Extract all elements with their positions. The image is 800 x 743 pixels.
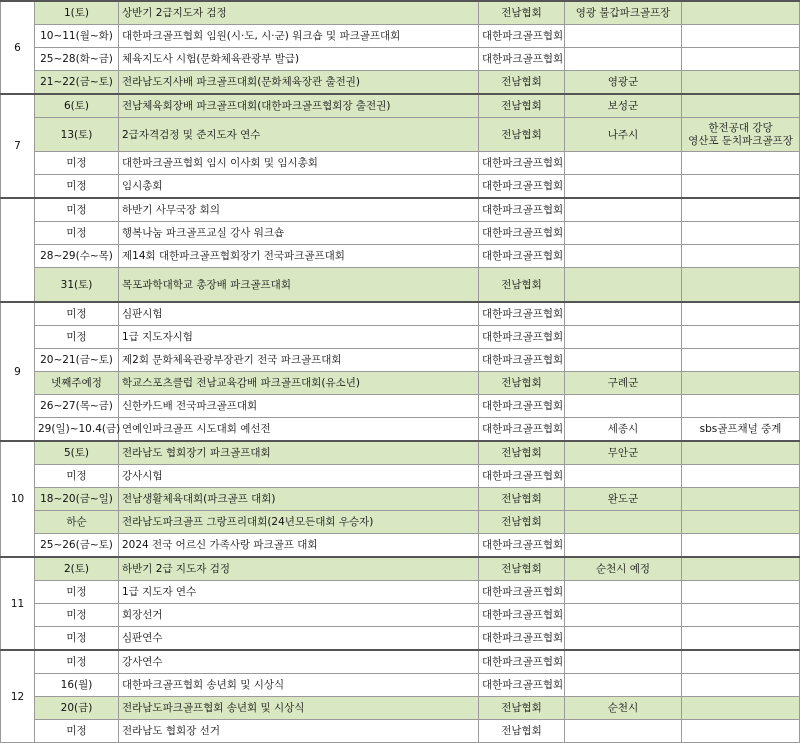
note-cell[interactable] bbox=[682, 175, 800, 199]
org-cell[interactable]: 전남협회 bbox=[479, 372, 565, 395]
date-cell[interactable]: 미정 bbox=[35, 175, 119, 199]
place-cell[interactable] bbox=[565, 198, 682, 222]
table-row bbox=[1, 326, 800, 349]
event-cell[interactable]: 강사연수 bbox=[119, 650, 479, 674]
month-cell[interactable] bbox=[1, 198, 35, 302]
note-cell[interactable] bbox=[682, 395, 800, 418]
note-cell[interactable] bbox=[682, 465, 800, 488]
event-cell[interactable]: 임시총회 bbox=[119, 175, 479, 199]
org-cell[interactable]: 대한파크골프협회 bbox=[479, 222, 565, 245]
date-cell[interactable]: 미정 bbox=[35, 326, 119, 349]
note-cell[interactable] bbox=[682, 372, 800, 395]
org-cell[interactable]: 대한파크골프협회 bbox=[479, 604, 565, 627]
place-cell[interactable]: 보성군 bbox=[565, 94, 682, 118]
table-row bbox=[1, 118, 800, 152]
org-cell[interactable]: 전남협회 bbox=[479, 697, 565, 720]
date-cell[interactable]: 5(토) bbox=[35, 441, 119, 465]
table-row bbox=[1, 720, 800, 743]
table-row bbox=[1, 268, 800, 303]
event-cell[interactable]: 체육지도사 시험(문화체육관광부 발급) bbox=[119, 48, 479, 71]
date-cell[interactable]: 미정 bbox=[35, 604, 119, 627]
note-cell[interactable] bbox=[682, 581, 800, 604]
date-cell[interactable]: 미정 bbox=[35, 302, 119, 326]
event-cell[interactable]: 행복나눔 파크골프교실 강사 워크숍 bbox=[119, 222, 479, 245]
place-cell[interactable] bbox=[565, 720, 682, 743]
place-cell[interactable] bbox=[565, 152, 682, 175]
table-row bbox=[1, 302, 800, 326]
month-cell[interactable]: 6 bbox=[1, 1, 35, 94]
date-cell[interactable]: 10~11(월~화) bbox=[35, 25, 119, 48]
org-cell[interactable]: 전남협회 bbox=[479, 511, 565, 534]
table-row bbox=[1, 175, 800, 199]
date-cell[interactable]: 25~28(화~금) bbox=[35, 48, 119, 71]
table-row bbox=[1, 48, 800, 71]
event-cell[interactable]: 대한파크골프협회 송년회 및 시상식 bbox=[119, 674, 479, 697]
table-row bbox=[1, 222, 800, 245]
table-row bbox=[1, 418, 800, 442]
table-row bbox=[1, 1, 800, 25]
place-cell[interactable] bbox=[565, 604, 682, 627]
org-cell[interactable]: 대한파크골프협회 bbox=[479, 245, 565, 268]
table-row bbox=[1, 198, 800, 222]
date-cell[interactable]: 25~26(금~토) bbox=[35, 534, 119, 558]
table-row bbox=[1, 71, 800, 95]
event-cell[interactable]: 심판연수 bbox=[119, 627, 479, 651]
org-cell[interactable]: 전남협회 bbox=[479, 1, 565, 25]
event-cell[interactable]: 하반기 사무국장 회의 bbox=[119, 198, 479, 222]
date-cell[interactable]: 미정 bbox=[35, 720, 119, 743]
date-cell[interactable]: 13(토) bbox=[35, 118, 119, 152]
note-cell[interactable] bbox=[682, 25, 800, 48]
event-cell[interactable]: 신한카드배 전국파크골프대회 bbox=[119, 395, 479, 418]
note-cell[interactable] bbox=[682, 511, 800, 534]
table-row bbox=[1, 557, 800, 581]
event-cell[interactable]: 제14회 대한파크골프협회장기 전국파크골프대회 bbox=[119, 245, 479, 268]
event-cell[interactable]: 제2회 문화체육관광부장관기 전국 파크골프대회 bbox=[119, 349, 479, 372]
event-cell[interactable]: 2024 전국 어르신 가족사랑 파크골프 대회 bbox=[119, 534, 479, 558]
org-cell[interactable]: 대한파크골프협회 bbox=[479, 349, 565, 372]
org-cell[interactable]: 대한파크골프협회 bbox=[479, 395, 565, 418]
org-cell[interactable]: 전남협회 bbox=[479, 118, 565, 152]
date-cell[interactable]: 미정 bbox=[35, 581, 119, 604]
event-cell[interactable]: 전라남도 협회장 선거 bbox=[119, 720, 479, 743]
note-cell[interactable] bbox=[682, 48, 800, 71]
place-cell[interactable] bbox=[565, 25, 682, 48]
place-cell[interactable] bbox=[565, 511, 682, 534]
month-cell[interactable]: 10 bbox=[1, 441, 35, 557]
org-cell[interactable]: 대한파크골프협회 bbox=[479, 418, 565, 442]
org-cell[interactable]: 대한파크골프협회 bbox=[479, 326, 565, 349]
event-cell[interactable]: 전라남도파크골프협회 송년회 및 시상식 bbox=[119, 697, 479, 720]
org-cell[interactable]: 대한파크골프협회 bbox=[479, 48, 565, 71]
org-cell[interactable]: 대한파크골프협회 bbox=[479, 175, 565, 199]
note-cell[interactable] bbox=[682, 152, 800, 175]
org-cell[interactable]: 전남협회 bbox=[479, 268, 565, 303]
note-cell[interactable] bbox=[682, 326, 800, 349]
table-row bbox=[1, 650, 800, 674]
place-cell[interactable]: 구례군 bbox=[565, 372, 682, 395]
place-cell[interactable] bbox=[565, 650, 682, 674]
place-cell[interactable] bbox=[565, 175, 682, 199]
org-cell[interactable]: 대한파크골프협회 bbox=[479, 25, 565, 48]
table-row bbox=[1, 511, 800, 534]
note-cell[interactable] bbox=[682, 245, 800, 268]
table-row bbox=[1, 674, 800, 697]
date-cell[interactable]: 넷째주예정 bbox=[35, 372, 119, 395]
table-row bbox=[1, 441, 800, 465]
event-cell[interactable]: 1급 지도자시험 bbox=[119, 326, 479, 349]
place-cell[interactable] bbox=[565, 326, 682, 349]
table-row bbox=[1, 152, 800, 175]
date-cell[interactable]: 미정 bbox=[35, 222, 119, 245]
event-cell[interactable]: 2급자격검정 및 준지도자 연수 bbox=[119, 118, 479, 152]
table-row bbox=[1, 245, 800, 268]
event-cell[interactable]: 전남생활체육대회(파크골프 대회) bbox=[119, 488, 479, 511]
month-cell[interactable]: 12 bbox=[1, 650, 35, 743]
place-cell[interactable] bbox=[565, 48, 682, 71]
org-cell[interactable]: 전남협회 bbox=[479, 720, 565, 743]
date-cell[interactable]: 미정 bbox=[35, 198, 119, 222]
date-cell[interactable]: 16(월) bbox=[35, 674, 119, 697]
event-cell[interactable]: 1급 지도자 연수 bbox=[119, 581, 479, 604]
event-cell[interactable]: 상반기 2급지도자 검정 bbox=[119, 1, 479, 25]
org-cell[interactable]: 대한파크골프협회 bbox=[479, 627, 565, 651]
note-cell[interactable] bbox=[682, 441, 800, 465]
note-cell[interactable] bbox=[682, 94, 800, 118]
event-cell[interactable]: 강사시험 bbox=[119, 465, 479, 488]
event-cell[interactable]: 심판시험 bbox=[119, 302, 479, 326]
place-cell[interactable]: 무안군 bbox=[565, 441, 682, 465]
org-cell[interactable]: 전남협회 bbox=[479, 557, 565, 581]
event-cell[interactable]: 회장선거 bbox=[119, 604, 479, 627]
month-cell[interactable]: 7 bbox=[1, 94, 35, 198]
note-cell[interactable] bbox=[682, 627, 800, 651]
note-cell[interactable] bbox=[682, 720, 800, 743]
place-cell[interactable] bbox=[565, 268, 682, 303]
date-cell[interactable]: 미정 bbox=[35, 465, 119, 488]
table-row bbox=[1, 465, 800, 488]
schedule-body bbox=[1, 1, 800, 743]
note-cell[interactable] bbox=[682, 604, 800, 627]
org-cell[interactable]: 대한파크골프협회 bbox=[479, 302, 565, 326]
place-cell[interactable] bbox=[565, 395, 682, 418]
note-cell[interactable] bbox=[682, 557, 800, 581]
place-cell[interactable] bbox=[565, 465, 682, 488]
date-cell[interactable]: 21~22(금~토) bbox=[35, 71, 119, 95]
date-cell[interactable]: 2(토) bbox=[35, 557, 119, 581]
place-cell[interactable] bbox=[565, 349, 682, 372]
note-cell[interactable] bbox=[682, 302, 800, 326]
table-row bbox=[1, 488, 800, 511]
event-cell[interactable]: 대한파크골프협회 임원(시·도, 시·군) 워크숍 및 파크골프대회 bbox=[119, 25, 479, 48]
date-cell[interactable]: 18~20(금~일) bbox=[35, 488, 119, 511]
event-cell[interactable]: 전남체육회장배 파크골프대회(대한파크골프협회장 출전권) bbox=[119, 94, 479, 118]
place-cell[interactable]: 영광 불갑파크골프장 bbox=[565, 1, 682, 25]
date-cell[interactable]: 20~21(금~토) bbox=[35, 349, 119, 372]
place-cell[interactable] bbox=[565, 674, 682, 697]
event-cell[interactable]: 대한파크골프협회 임시 이사회 및 임시총회 bbox=[119, 152, 479, 175]
table-row bbox=[1, 581, 800, 604]
table-row bbox=[1, 395, 800, 418]
date-cell[interactable]: 6(토) bbox=[35, 94, 119, 118]
place-cell[interactable] bbox=[565, 245, 682, 268]
table-row bbox=[1, 349, 800, 372]
note-cell[interactable]: 한전공대 강당 영산포 둔치파크골프장 bbox=[682, 118, 800, 152]
date-cell[interactable]: 미정 bbox=[35, 650, 119, 674]
note-cell[interactable] bbox=[682, 674, 800, 697]
date-cell[interactable]: 31(토) bbox=[35, 268, 119, 303]
note-cell[interactable] bbox=[682, 650, 800, 674]
date-cell[interactable]: 미정 bbox=[35, 627, 119, 651]
date-cell[interactable]: 미정 bbox=[35, 152, 119, 175]
date-cell[interactable]: 29(일)~10.4(금) bbox=[35, 418, 119, 442]
event-cell[interactable]: 연예인파크골프 시도대회 예선전 bbox=[119, 418, 479, 442]
note-cell[interactable] bbox=[682, 198, 800, 222]
place-cell[interactable]: 완도군 bbox=[565, 488, 682, 511]
date-cell[interactable]: 하순 bbox=[35, 511, 119, 534]
date-cell[interactable]: 26~27(목~금) bbox=[35, 395, 119, 418]
place-cell[interactable] bbox=[565, 534, 682, 558]
event-cell[interactable]: 하반기 2급 지도자 검정 bbox=[119, 557, 479, 581]
date-cell[interactable]: 28~29(수~목) bbox=[35, 245, 119, 268]
org-cell[interactable]: 대한파크골프협회 bbox=[479, 198, 565, 222]
table-row bbox=[1, 372, 800, 395]
place-cell[interactable]: 순천시 bbox=[565, 697, 682, 720]
table-row bbox=[1, 627, 800, 651]
place-cell[interactable] bbox=[565, 302, 682, 326]
note-cell[interactable] bbox=[682, 349, 800, 372]
place-cell[interactable] bbox=[565, 581, 682, 604]
note-cell[interactable] bbox=[682, 488, 800, 511]
org-cell[interactable]: 대한파크골프협회 bbox=[479, 534, 565, 558]
place-cell[interactable]: 나주시 bbox=[565, 118, 682, 152]
month-cell[interactable]: 9 bbox=[1, 302, 35, 441]
place-cell[interactable]: 세종시 bbox=[565, 418, 682, 442]
date-cell[interactable]: 20(금) bbox=[35, 697, 119, 720]
org-cell[interactable]: 대한파크골프협회 bbox=[479, 152, 565, 175]
place-cell[interactable]: 순천시 예정 bbox=[565, 557, 682, 581]
note-cell[interactable] bbox=[682, 534, 800, 558]
place-cell[interactable] bbox=[565, 627, 682, 651]
org-cell[interactable]: 대한파크골프협회 bbox=[479, 674, 565, 697]
note-cell[interactable] bbox=[682, 697, 800, 720]
table-row bbox=[1, 697, 800, 720]
org-cell[interactable]: 대한파크골프협회 bbox=[479, 650, 565, 674]
note-cell[interactable] bbox=[682, 71, 800, 95]
note-cell[interactable]: sbs골프채널 중계 bbox=[682, 418, 800, 442]
note-cell[interactable] bbox=[682, 1, 800, 25]
event-cell[interactable]: 전라남도지사배 파크골프대회(문화체육장관 출전권) bbox=[119, 71, 479, 95]
note-cell[interactable] bbox=[682, 268, 800, 303]
note-cell[interactable] bbox=[682, 222, 800, 245]
event-cell[interactable]: 전라남도 협회장기 파크골프대회 bbox=[119, 441, 479, 465]
org-cell[interactable]: 대한파크골프협회 bbox=[479, 465, 565, 488]
org-cell[interactable]: 전남협회 bbox=[479, 441, 565, 465]
table-row bbox=[1, 94, 800, 118]
event-cell[interactable]: 학교스포츠클럽 전남교육감배 파크골프대회(유소년) bbox=[119, 372, 479, 395]
org-cell[interactable]: 전남협회 bbox=[479, 488, 565, 511]
org-cell[interactable]: 전남협회 bbox=[479, 71, 565, 95]
month-cell[interactable]: 11 bbox=[1, 557, 35, 650]
org-cell[interactable]: 전남협회 bbox=[479, 94, 565, 118]
table-row bbox=[1, 25, 800, 48]
table-row bbox=[1, 534, 800, 558]
place-cell[interactable] bbox=[565, 222, 682, 245]
event-cell[interactable]: 목포과학대학교 총장배 파크골프대회 bbox=[119, 268, 479, 303]
place-cell[interactable]: 영광군 bbox=[565, 71, 682, 95]
table-row bbox=[1, 604, 800, 627]
org-cell[interactable]: 대한파크골프협회 bbox=[479, 581, 565, 604]
event-cell[interactable]: 전라남도파크골프 그랑프리대회(24년모든대회 우승자) bbox=[119, 511, 479, 534]
date-cell[interactable]: 1(토) bbox=[35, 1, 119, 25]
